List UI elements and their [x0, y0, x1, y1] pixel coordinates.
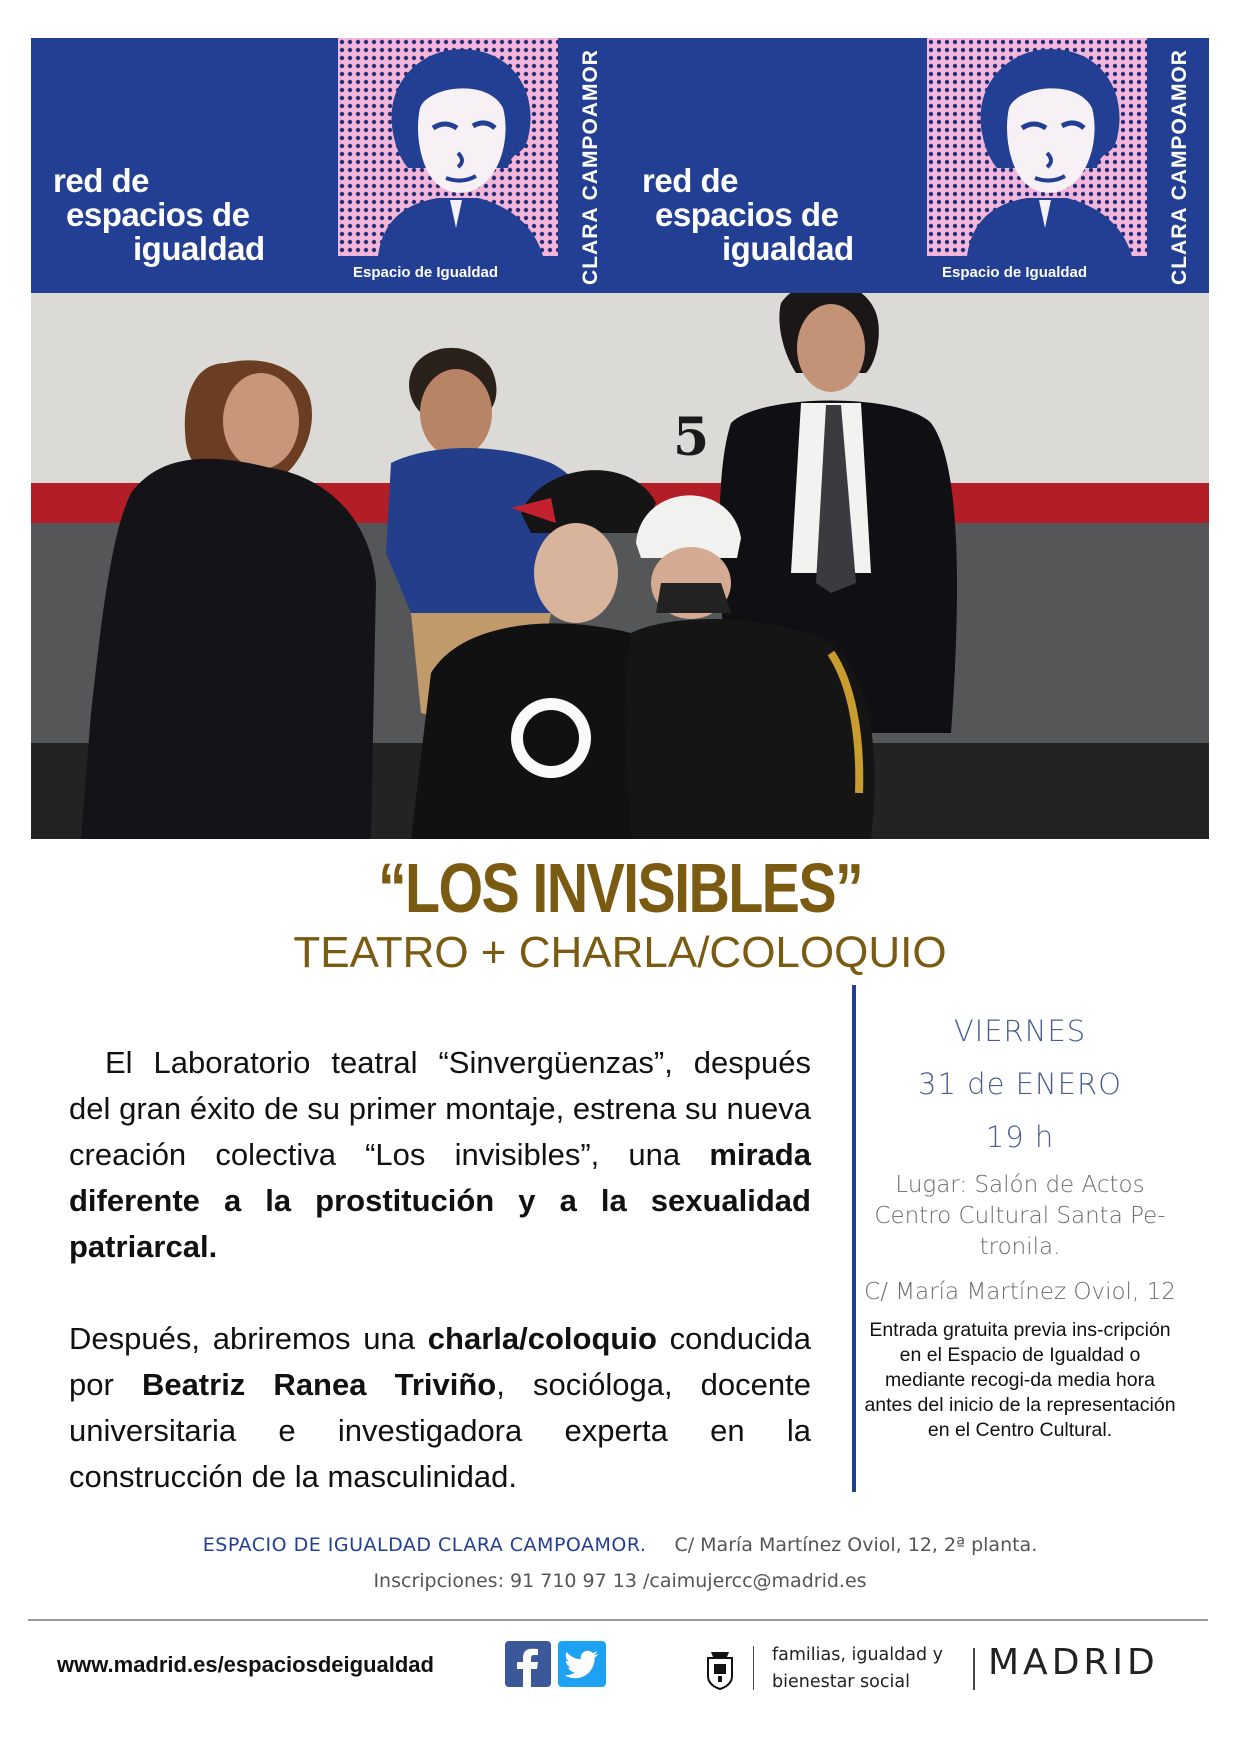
vertical-label-text: CLARA CAMPOAMOR — [1168, 48, 1191, 285]
description-text: Después, abriremos una — [69, 1321, 428, 1356]
footer-separator — [753, 1646, 754, 1690]
logo-line: espacios de — [66, 196, 250, 233]
event-description — [69, 1040, 811, 1500]
description-text: El Laboratorio teatral “Sinvergüenzas”, después del gran éxito de su primer montaje, estrena su nueva creación colectiva “Los invisibles”, una — [69, 1045, 811, 1172]
madrid-crest-icon — [705, 1650, 735, 1690]
vertical-label — [573, 44, 609, 289]
logo-line: igualdad — [722, 230, 854, 267]
sidebar-divider — [852, 985, 856, 1492]
event-day: VIERNES — [953, 1014, 1087, 1048]
cast-photo — [31, 293, 1209, 839]
banner-panel — [31, 38, 620, 293]
twitter-icon[interactable] — [558, 1641, 606, 1687]
facebook-icon[interactable] — [505, 1641, 551, 1687]
vertical-label — [1162, 44, 1198, 289]
description-highlight: charla/coloquio — [427, 1321, 657, 1356]
red-espacios-logo — [53, 164, 265, 266]
event-place: Lugar: Salón de Actos Centro Cultural Santa Pe-tronila. — [874, 1172, 1166, 1260]
department-name — [772, 1642, 943, 1696]
description-text: , socióloga, docente universitaria e investigadora experta en la construcción de la masculinidad. — [69, 1367, 811, 1494]
logo-line: espacios de — [655, 196, 839, 233]
madrid-logo-text: MADRID — [988, 1642, 1159, 1683]
event-date: 31 de ENERO — [918, 1067, 1122, 1101]
department-line: bienestar social — [772, 1672, 910, 1692]
footer-divider — [28, 1619, 1208, 1621]
event-time: 19 h — [985, 1120, 1055, 1154]
vertical-label-text: CLARA CAMPOAMOR — [579, 48, 602, 285]
organizer-name: ESPACIO DE IGUALDAD CLARA CAMPOAMOR. — [202, 1534, 647, 1556]
website-link[interactable]: www.madrid.es/espaciosdeigualdad — [57, 1652, 434, 1677]
logo-line: red de — [642, 162, 739, 199]
entry-info: Entrada gratuita previa ins-cripción en el Espacio de Igualdad o mediante recogi-da media hora antes del inicio de la representación en el Centro Cultural. — [864, 1319, 1176, 1441]
speaker-name: Beatriz Ranea Triviño — [141, 1367, 497, 1402]
event-subtitle: TEATRO + CHARLA/COLOQUIO — [293, 928, 947, 977]
red-espacios-logo — [642, 164, 854, 266]
description-paragraph — [69, 1040, 811, 1270]
description-highlight: mirada diferente a la prostitución y a la sexualidad patriarcal. — [69, 1137, 811, 1264]
portrait-caption: Espacio de Igualdad — [942, 264, 1088, 281]
clara-campoamor-portrait — [338, 38, 558, 256]
logo-line: red de — [53, 162, 150, 199]
description-paragraph — [69, 1316, 811, 1500]
event-address: C/ María Martínez Oviol, 12 — [864, 1279, 1176, 1305]
header-banner — [31, 38, 1209, 293]
portrait-caption: Espacio de Igualdad — [353, 264, 499, 281]
department-line: familias, igualdad y — [772, 1645, 943, 1665]
organizer-street: C/ María Martínez Oviol, 12, 2ª planta. — [674, 1534, 1038, 1556]
clara-campoamor-portrait — [927, 38, 1147, 256]
inscriptions-contact[interactable]: Inscripciones: 91 710 97 13 /caimujercc@madrid.es — [373, 1570, 867, 1592]
footer-separator — [973, 1648, 975, 1690]
event-details — [860, 1005, 1180, 1443]
logo-line: igualdad — [133, 230, 265, 267]
wall-number: 5 — [673, 407, 710, 468]
description-text: conducida por — [69, 1321, 811, 1402]
banner-panel — [620, 38, 1209, 293]
organizer-address — [0, 1534, 1240, 1556]
event-title: “LOS INVISIBLES” — [377, 849, 863, 927]
